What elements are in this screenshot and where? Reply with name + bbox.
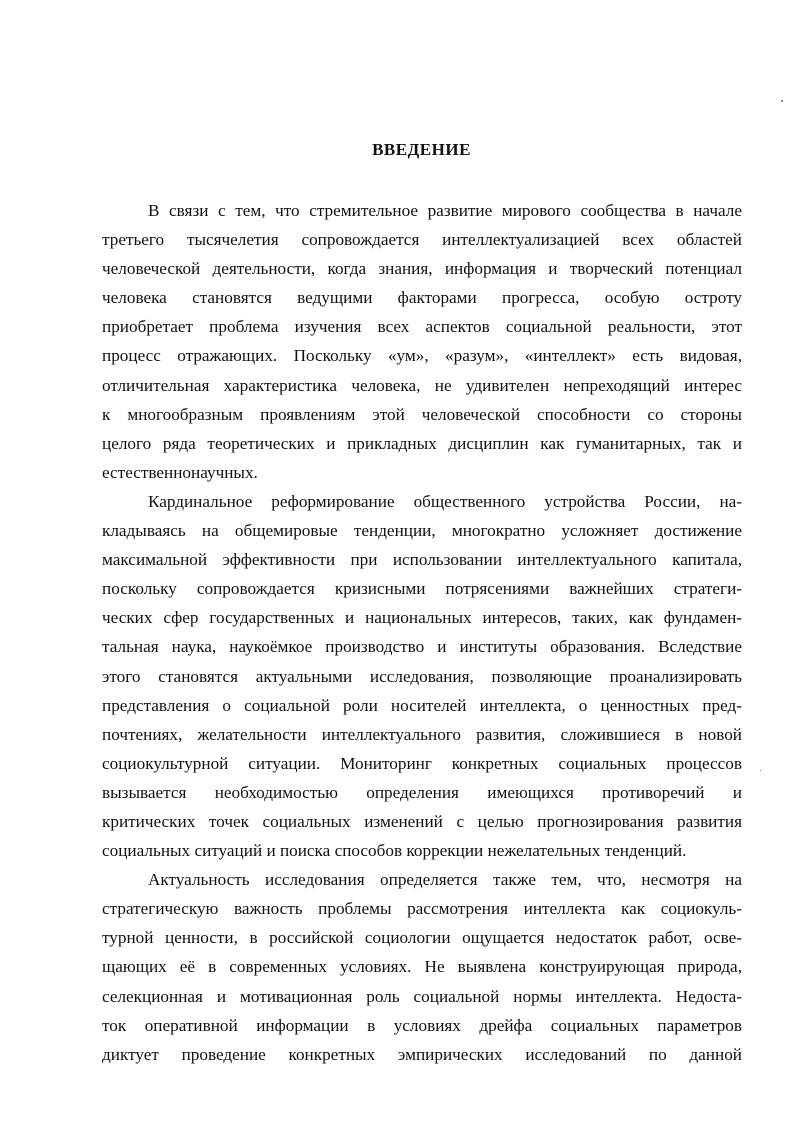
text-line: человеческой деятельности, когда знания, информация и творческий потенциал	[102, 259, 742, 279]
text-line: социальных ситуаций и поиска способов коррекции нежелательных тенденций.	[102, 841, 687, 861]
text-line: представления о социальной роли носителей интеллекта, о ценностных пред-	[102, 695, 742, 715]
text-line: ческих сфер государственных и национальных интересов, таких, как фундамен-	[102, 608, 742, 628]
text-line: почтениях, желательности интеллектуального развития, сложившиеся в новой	[102, 724, 742, 744]
text-line: селекционная и мотивационная роль социальной нормы интеллекта. Недоста-	[102, 986, 742, 1006]
text-line: стратегическую важность проблемы рассмотрения интеллекта как социокуль-	[102, 899, 742, 919]
text-line: отличительная характеристика человека, не удивителен непреходящий интерес	[102, 375, 742, 395]
text-line: Кардинальное реформирование общественного устройства России, на-	[148, 491, 742, 511]
text-line: В связи с тем, что стремительное развитие мирового сообщества в начале	[148, 201, 742, 220]
text-line: диктует проведение конкретных эмпирических исследований по данной	[102, 1044, 742, 1064]
text-line: кладываясь на общемировые тенденции, многократно усложняет достижение	[102, 521, 742, 541]
scan-speck	[781, 100, 783, 102]
text-line: социокультурной ситуации. Мониторинг конкретных социальных процессов	[102, 753, 742, 773]
text-line: естественнонаучных.	[102, 462, 258, 482]
text-line: ток оперативной информации в условиях дрейфа социальных параметров	[102, 1015, 742, 1035]
paragraph	[102, 865, 742, 1069]
paragraph	[102, 487, 742, 865]
text-line: критических точек социальных изменений с целью прогнозирования развития	[102, 811, 742, 831]
text-line: тальная наука, наукоёмкое производство и институты образования. Вследствие	[102, 637, 742, 657]
text-line: к многообразным проявлениям этой человеческой способности со стороны	[102, 404, 742, 424]
page-title: ВВЕДЕНИЕ	[372, 140, 471, 159]
text-line: третьего тысячелетия сопровождается интеллектуализацией всех областей	[102, 230, 742, 250]
text-line: целого ряда теоретических и прикладных дисциплин как гуманитарных, так и	[102, 433, 742, 453]
text-line: приобретает проблема изучения всех аспектов социальной реальности, этот	[102, 317, 742, 337]
text-line: турной ценности, в российской социологии ощущается недостаток работ, осве-	[102, 928, 742, 948]
text-line: Актуальность исследования определяется также тем, что, несмотря на	[148, 870, 742, 890]
text-line: вызывается необходимостью определения имеющихся противоречий и	[102, 782, 742, 802]
paragraph	[102, 196, 742, 487]
body-text	[102, 196, 742, 1069]
text-line: процесс отражающих. Поскольку «ум», «разум», «интеллект» есть видовая,	[102, 346, 742, 366]
text-line: щающих её в современных условиях. Не выявлена конструирующая природа,	[102, 957, 742, 977]
scan-speck	[760, 770, 761, 771]
text-line: максимальной эффективности при использовании интеллектуального капитала,	[102, 550, 742, 570]
text-line: человека становятся ведущими факторами прогресса, особую остроту	[102, 288, 742, 308]
text-line: поскольку сопровождается кризисными потрясениями важнейших стратеги-	[102, 579, 742, 599]
text-line: этого становятся актуальными исследования, позволяющие проанализировать	[102, 666, 742, 686]
